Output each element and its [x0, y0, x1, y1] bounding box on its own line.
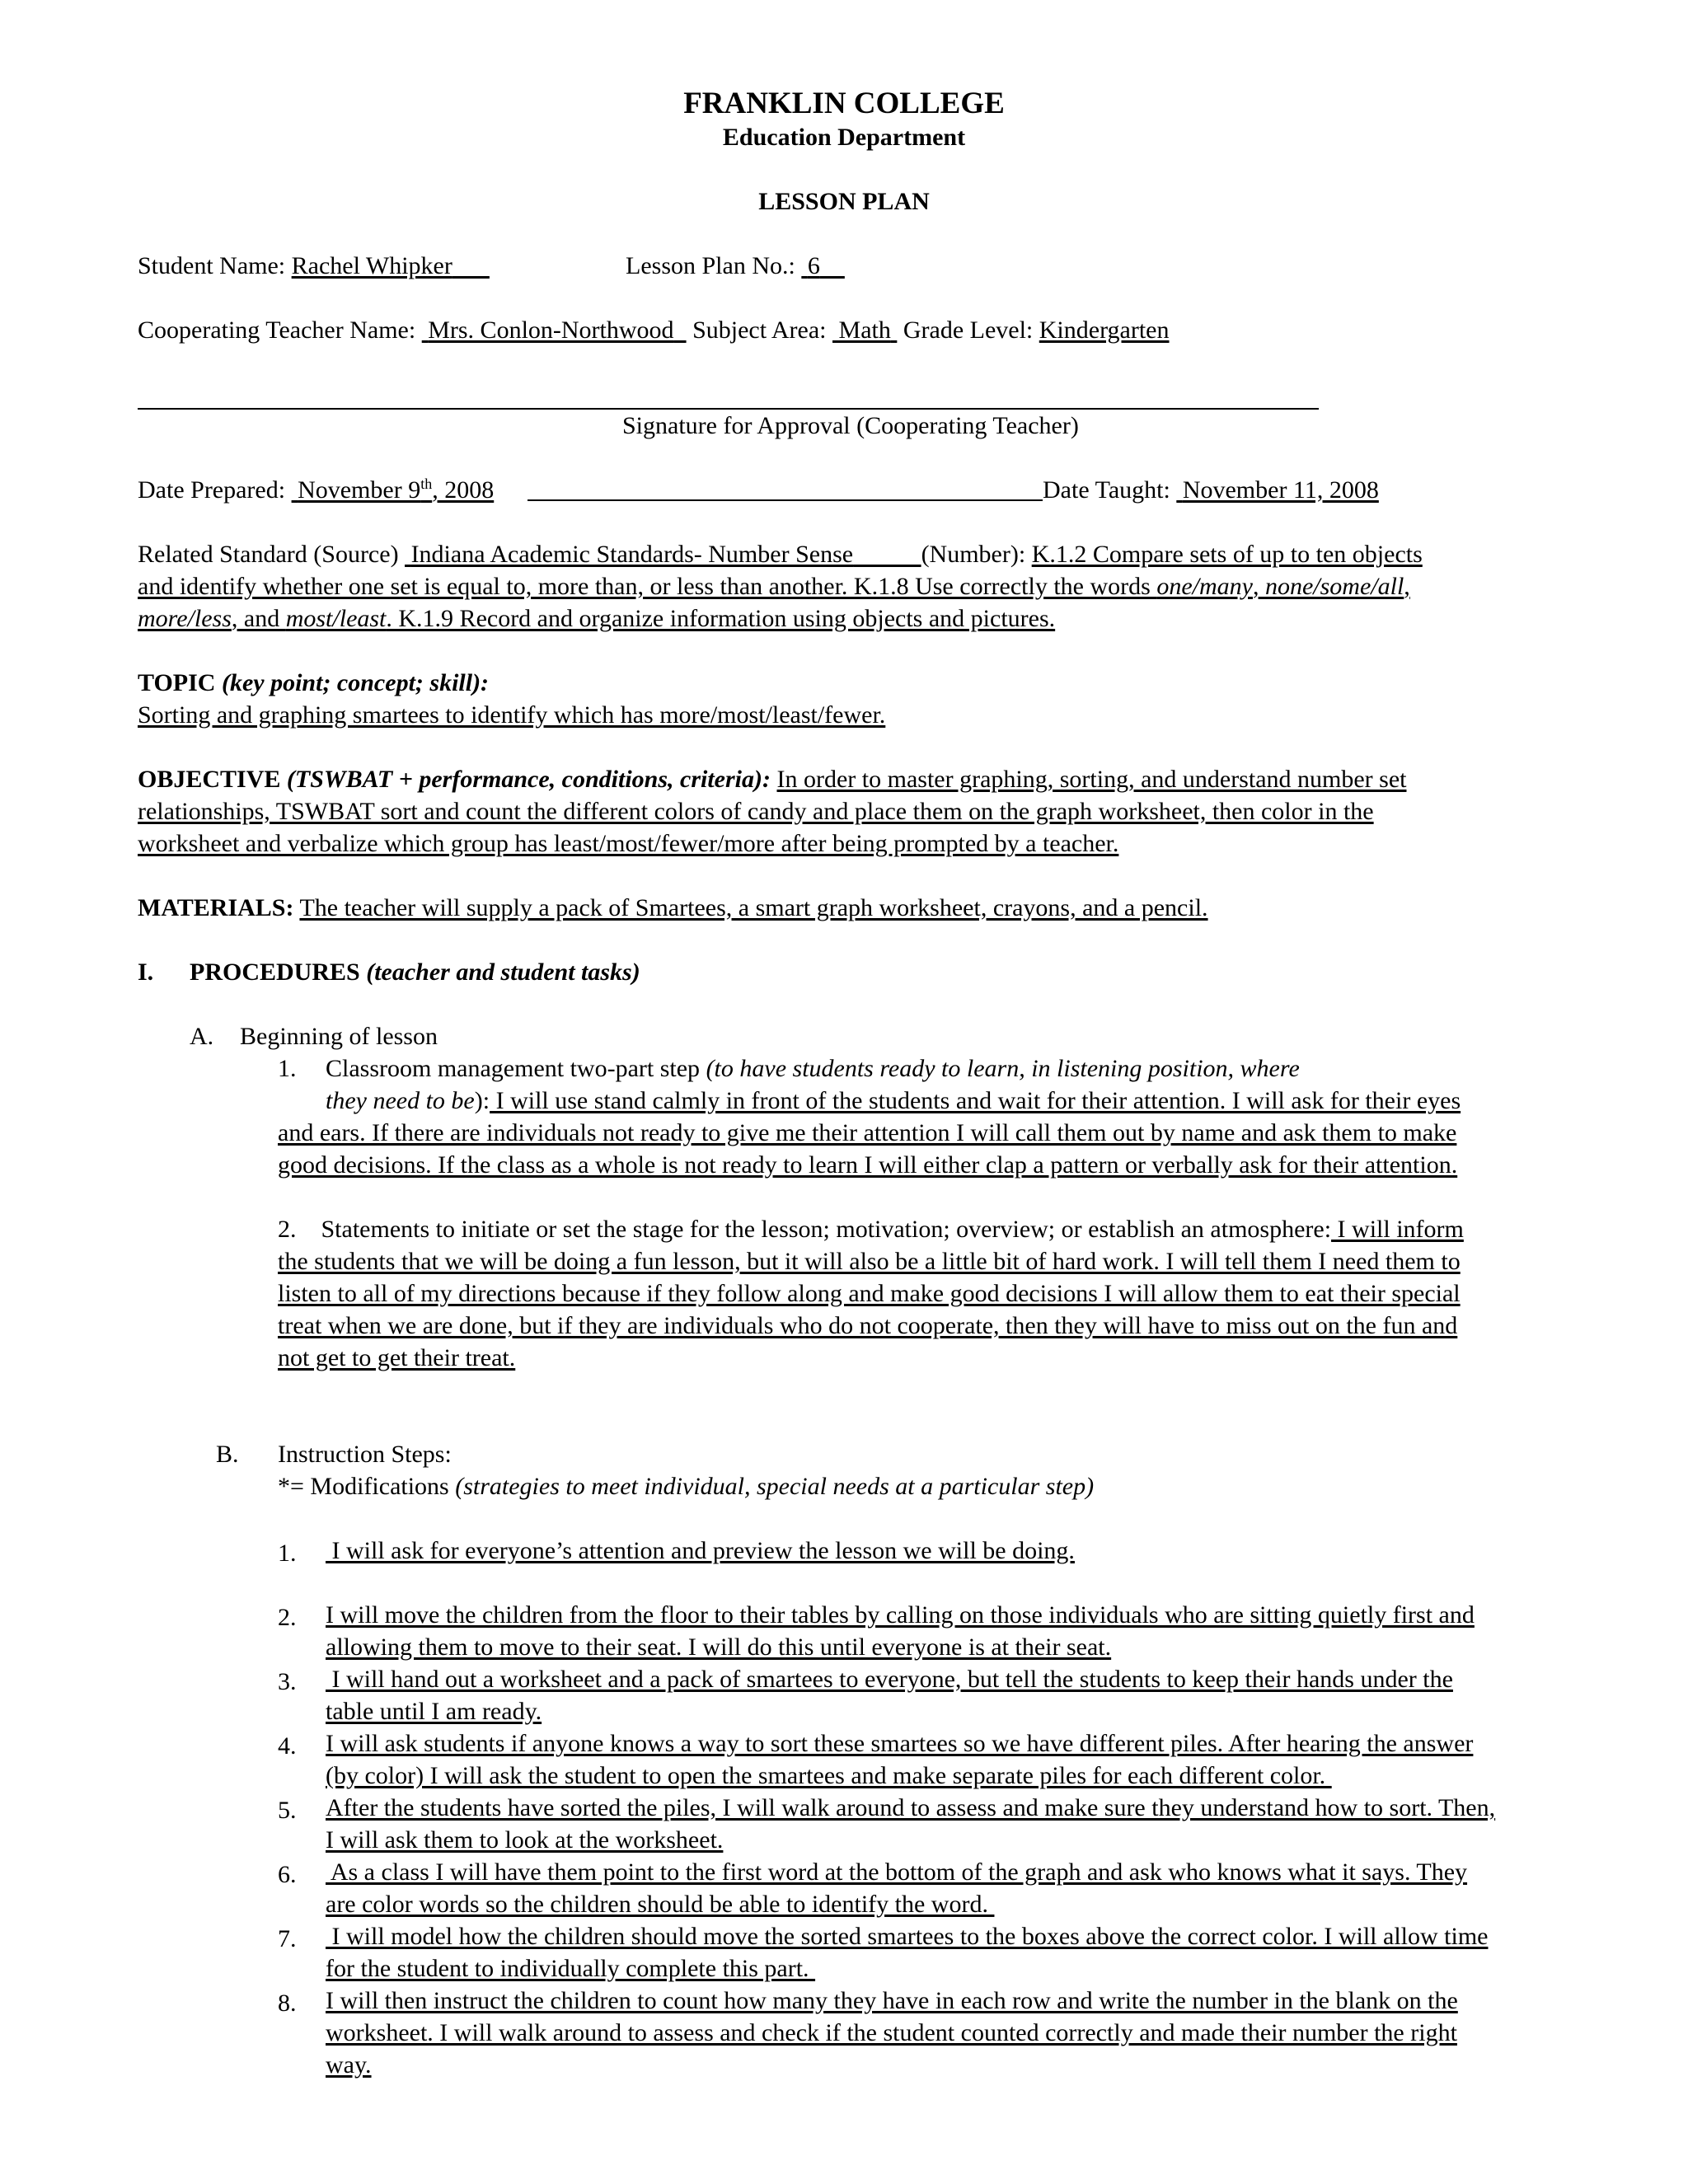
- step-b6-line-2: are color words so the children should be able to identify the word.: [326, 1891, 995, 1918]
- standard-number-label: (Number):: [921, 541, 1026, 568]
- step-b8-line-1: I will then instruct the children to count how many they have in each row and write the number in the blank on the: [326, 1987, 1458, 2014]
- procedures-numeral: I.: [138, 958, 154, 986]
- standard-line-3: more/less, and most/least. K.1.9 Record and organize information using objects and pictures.: [138, 605, 1056, 632]
- materials-row: [138, 894, 1208, 922]
- step-a2-line-1: 2. Statements to initiate or set the stage for the lesson; motivation; overview; or establish an atmosphere: I will inform: [278, 1216, 1464, 1243]
- lesson-plan-no-value: 6: [807, 252, 820, 279]
- date-row: [138, 476, 494, 504]
- step-b4-line-2: (by color) I will ask the student to open the smartees and make separate piles for each different color.: [326, 1762, 1332, 1789]
- subject-value: Math: [838, 316, 891, 344]
- step-b7-line-2: for the student to individually complete this part.: [326, 1955, 816, 1982]
- materials-text: The teacher will supply a pack of Smartees, a smart graph worksheet, crayons, and a pencil.: [299, 894, 1208, 921]
- step-b7-number: 7.: [278, 1925, 297, 1952]
- step-a2-line-2: the students that we will be doing a fun lesson, but it will also be a little bit of hard work. I will tell them I need them to: [278, 1248, 1461, 1275]
- date-taught-row: [1043, 476, 1379, 504]
- section-a-title: Beginning of lesson: [240, 1023, 438, 1050]
- objective-line-3: worksheet and verbalize which group has least/most/fewer/more after being prompted by a teacher.: [138, 830, 1119, 857]
- step-b7-line-1: I will model how the children should move the sorted smartees to the boxes above the correct color. I will allow time: [326, 1923, 1489, 1950]
- step-b8-line-2: worksheet. I will walk around to assess and check if the student counted correctly and made their number the right: [326, 2019, 1457, 2046]
- student-name-label: Student Name:: [138, 252, 286, 279]
- standard-source: Indiana Academic Standards- Number Sense: [410, 541, 854, 568]
- step-b2-line-1: I will move the children from the floor to their tables by calling on those individuals who are sitting quietly first and: [326, 1601, 1475, 1629]
- date-fill-line: [528, 499, 1043, 501]
- date-taught-label: Date Taught:: [1043, 476, 1170, 504]
- coop-teacher-label: Cooperating Teacher Name:: [138, 316, 416, 344]
- signature-caption: Signature for Approval (Cooperating Teacher): [622, 412, 1079, 439]
- step-b8-number: 8.: [278, 1990, 297, 2017]
- grade-value: Kindergarten: [1039, 316, 1170, 344]
- step-b8-line-3: way.: [326, 2051, 372, 2079]
- materials-label: MATERIALS:: [138, 894, 294, 921]
- date-prepared-value: November 9th, 2008: [298, 476, 495, 504]
- objective-line-2: relationships, TSWBAT sort and count the different colors of candy and place them on the graph worksheet, then color in the: [138, 798, 1374, 825]
- signature-line: [138, 408, 1319, 410]
- step-b3-number: 3.: [278, 1668, 297, 1695]
- step-a1-number: 1.: [278, 1055, 297, 1082]
- department-title: Education Department: [722, 124, 966, 151]
- step-a1-line-4: good decisions. If the class as a whole is not ready to learn I will either clap a pattern or verbally ask for their attention.: [278, 1151, 1458, 1179]
- standard-line-2: and identify whether one set is equal to, more than, or less than another. K.1.8 Use correctly the words one/many, none/some/all,: [138, 573, 1410, 600]
- grade-label: Grade Level:: [903, 316, 1034, 344]
- step-b3-line-1: I will hand out a worksheet and a pack of smartees to everyone, but tell the students to keep their hands under the: [326, 1666, 1453, 1693]
- step-a2-line-5: not get to get their treat.: [278, 1344, 516, 1371]
- standard-label: Related Standard (Source): [138, 541, 399, 568]
- step-b4-number: 4.: [278, 1732, 297, 1760]
- section-b-title: Instruction Steps:: [278, 1441, 452, 1468]
- college-title: FRANKLIN COLLEGE: [683, 87, 1005, 120]
- standard-line-1: [138, 541, 1423, 569]
- step-b4-line-1: I will ask students if anyone knows a way to sort these smartees so we have different piles. After hearing the answer: [326, 1730, 1474, 1757]
- step-b5-line-2: I will ask them to look at the worksheet.: [326, 1826, 724, 1854]
- step-b5-number: 5.: [278, 1797, 297, 1824]
- step-a1-line-1: Classroom management two-part step (to have students ready to learn, in listening position, where: [326, 1055, 1300, 1082]
- student-name-row: [138, 252, 490, 280]
- coop-teacher-value: Mrs. Conlon-Northwood: [428, 316, 674, 344]
- step-b2-line-2: allowing them to move to their seat. I will do this until everyone is at their seat.: [326, 1633, 1112, 1661]
- step-a2-line-4: treat when we are done, but if they are individuals who do not cooperate, then they will have to miss out on the fun and: [278, 1312, 1458, 1339]
- topic-heading: TOPIC (key point; concept; skill):: [138, 669, 490, 696]
- date-prepared-label: Date Prepared:: [138, 476, 286, 504]
- step-a1-line-2: they need to be): I will use stand calmly in front of the students and wait for their attention. I will ask for their eyes: [326, 1087, 1461, 1114]
- step-b2-number: 2.: [278, 1604, 297, 1631]
- lesson-plan-no-label: Lesson Plan No.:: [626, 252, 795, 279]
- student-name-value: Rachel Whipker: [291, 252, 452, 279]
- objective-line-1: OBJECTIVE (TSWBAT + performance, conditions, criteria): In order to master graphing, sorting, and understand number set: [138, 766, 1407, 793]
- section-b-letter: B.: [216, 1441, 239, 1468]
- step-b6-line-1: As a class I will have them point to the first word at the bottom of the graph and ask who knows what it says. They: [326, 1858, 1468, 1886]
- step-b5-line-1: After the students have sorted the piles, I will walk around to assess and make sure they understand how to sort. Then,: [326, 1794, 1496, 1821]
- section-a-letter: A.: [190, 1023, 214, 1050]
- topic-text: Sorting and graphing smartees to identify which has more/most/least/fewer.: [138, 701, 886, 729]
- lesson-plan-no-row: [626, 252, 845, 280]
- step-b6-number: 6.: [278, 1861, 297, 1888]
- step-b3-line-2: table until I am ready.: [326, 1698, 542, 1725]
- step-b1-line-1: I will ask for everyone’s attention and preview the lesson we will be doing.: [326, 1537, 1075, 1564]
- step-b1-number: 1.: [278, 1540, 297, 1567]
- coop-teacher-row: [138, 316, 1170, 344]
- procedures-heading: PROCEDURES (teacher and student tasks): [190, 958, 640, 986]
- step-a1-line-3: and ears. If there are individuals not ready to give me their attention I will call them out by name and ask them to make: [278, 1119, 1457, 1146]
- date-taught-value: November 11, 2008: [1182, 476, 1379, 504]
- modifications-note: *= Modifications (strategies to meet individual, special needs at a particular step): [278, 1473, 1095, 1500]
- standard-k12: K.1.2 Compare sets of up to ten objects: [1031, 541, 1423, 568]
- doc-title: LESSON PLAN: [758, 188, 930, 215]
- step-a2-line-3: listen to all of my directions because if they follow along and make good decisions I will allow them to eat their special: [278, 1280, 1461, 1307]
- subject-label: Subject Area:: [692, 316, 827, 344]
